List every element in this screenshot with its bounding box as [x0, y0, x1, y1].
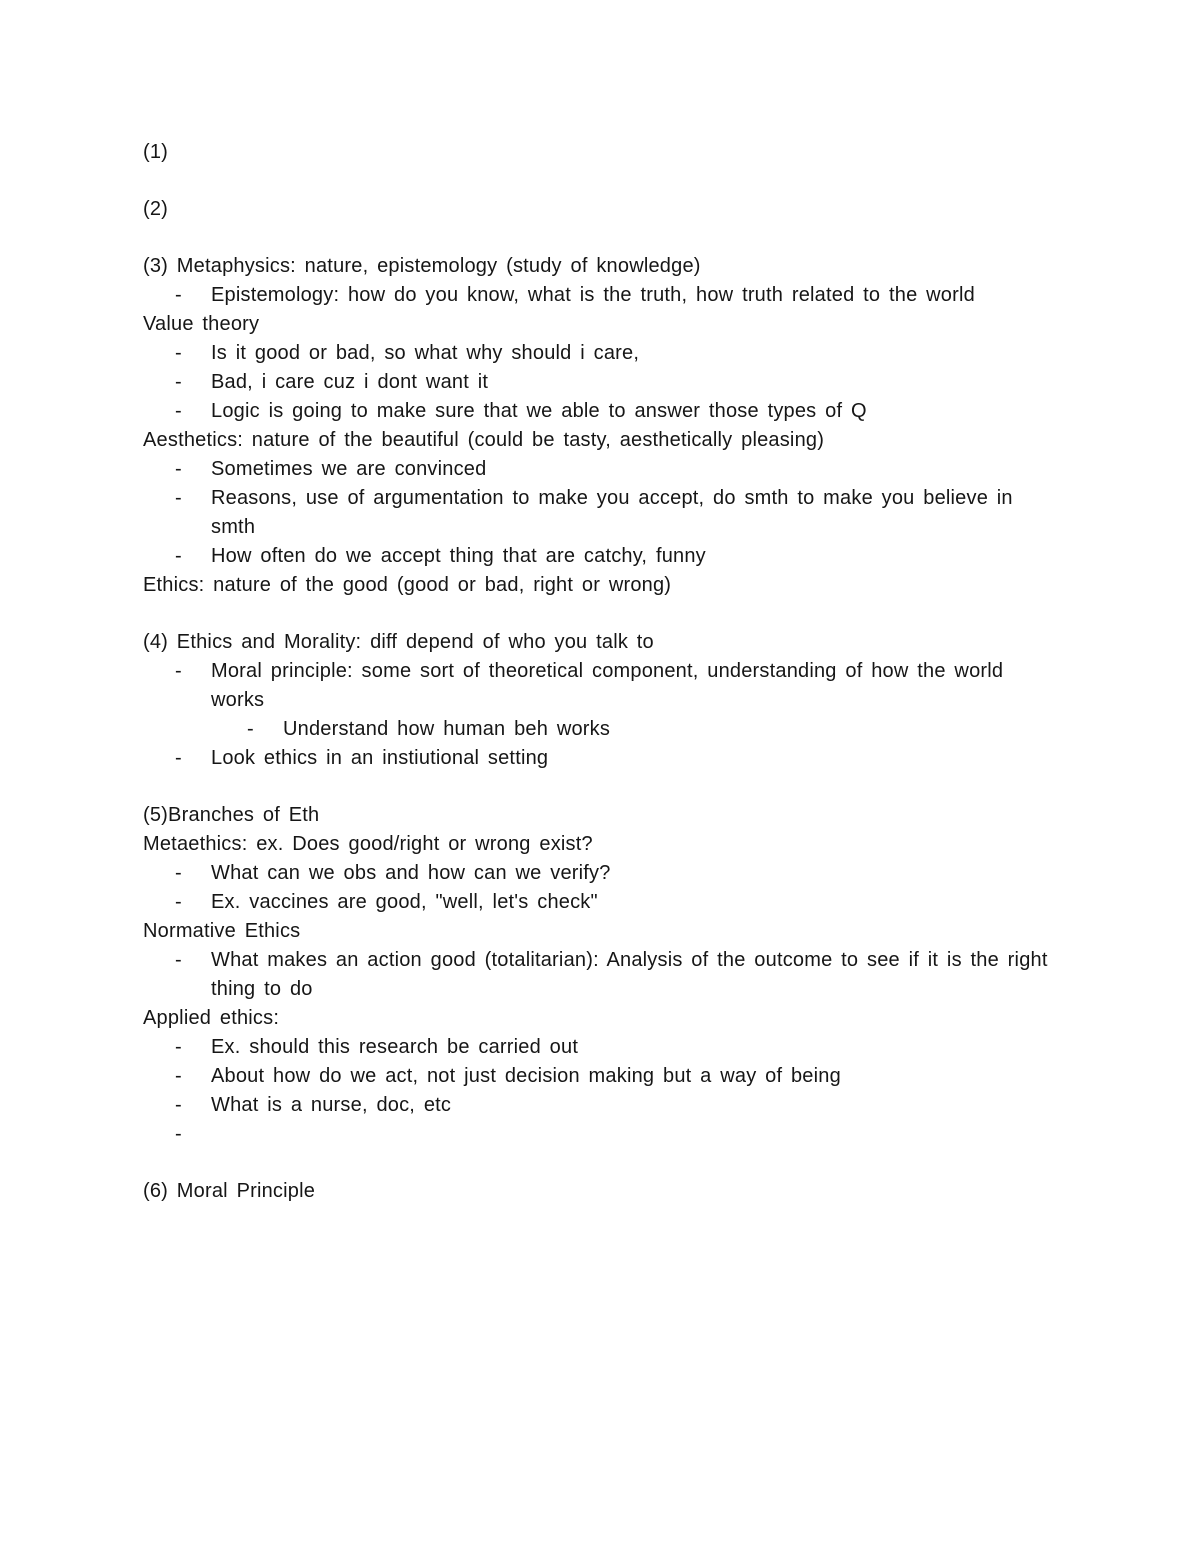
- bullet-dash: -: [247, 718, 254, 740]
- bullet-text: What is a nurse, doc, etc: [211, 1094, 452, 1116]
- bullet-dash: -: [175, 400, 182, 422]
- section-3-heading: (3) Metaphysics: nature, epistemology (study of knowledge): [143, 255, 701, 277]
- bullet-text: About how do we act, not just decision making but a way of being: [211, 1065, 841, 1087]
- bullet-dash: -: [175, 342, 182, 364]
- note-line: Normative Ethics: [143, 920, 301, 942]
- bullet-dash: -: [175, 487, 182, 509]
- bullet-item: [143, 1033, 1057, 1062]
- bullet-item: [143, 859, 1057, 888]
- bullet-text: How often do we accept thing that are catchy, funny: [211, 545, 706, 567]
- bullet-text: Logic is going to make sure that we able to answer those types of Q: [211, 400, 867, 422]
- bullet-dash: -: [175, 284, 182, 306]
- bullet-dash: -: [175, 1065, 182, 1087]
- sub-bullet-item: [143, 715, 1057, 744]
- bullet-item: [143, 368, 1057, 397]
- document-content: [143, 138, 1057, 1206]
- bullet-text: Reasons, use of argumentation to make you accept, do smth to make you believe in smth: [211, 487, 1013, 538]
- bullet-text: What can we obs and how can we verify?: [211, 862, 611, 884]
- bullet-dash: -: [175, 371, 182, 393]
- bullet-text: [211, 1120, 1057, 1149]
- bullet-text: What makes an action good (totalitarian): Analysis of the outcome to see if it is the right thing to do: [211, 949, 1048, 1000]
- section-6-heading: (6) Moral Principle: [143, 1180, 316, 1202]
- bullet-item: [143, 946, 1057, 1004]
- note-line: Metaethics: ex. Does good/right or wrong exist?: [143, 833, 593, 855]
- bullet-item: [143, 888, 1057, 917]
- bullet-text: Is it good or bad, so what why should i care,: [211, 342, 640, 364]
- note-line: Value theory: [143, 313, 260, 335]
- bullet-dash: -: [175, 458, 182, 480]
- bullet-dash: -: [175, 545, 182, 567]
- bullet-text: Ex. should this research be carried out: [211, 1036, 579, 1058]
- bullet-text: Look ethics in an instiutional setting: [211, 747, 549, 769]
- bullet-text: Understand how human beh works: [283, 718, 611, 740]
- bullet-text: Moral principle: some sort of theoretical component, understanding of how the world works: [211, 660, 1004, 711]
- bullet-dash: -: [175, 660, 182, 682]
- note-line: Aesthetics: nature of the beautiful (could be tasty, aesthetically pleasing): [143, 429, 825, 451]
- section-5-heading: (5)Branches of Eth: [143, 804, 320, 826]
- bullet-item: [143, 657, 1057, 715]
- bullet-item: [143, 542, 1057, 571]
- bullet-dash: -: [175, 891, 182, 913]
- bullet-text: Sometimes we are convinced: [211, 458, 487, 480]
- bullet-dash: -: [175, 949, 182, 971]
- section-1-heading: (1): [143, 141, 169, 163]
- section-2-heading: (2): [143, 198, 169, 220]
- bullet-item: [143, 397, 1057, 426]
- bullet-text: Ex. vaccines are good, "well, let's check": [211, 891, 598, 913]
- bullet-text: Epistemology: how do you know, what is the truth, how truth related to the world: [211, 284, 975, 306]
- bullet-item: [143, 1062, 1057, 1091]
- bullet-item: [143, 484, 1057, 542]
- bullet-dash: -: [175, 1036, 182, 1058]
- section-4-heading: (4) Ethics and Morality: diff depend of who you talk to: [143, 631, 654, 653]
- bullet-text: Bad, i care cuz i dont want it: [211, 371, 489, 393]
- bullet-item: [143, 744, 1057, 773]
- bullet-item: [143, 455, 1057, 484]
- note-line: Applied ethics:: [143, 1007, 280, 1029]
- bullet-item-empty: [143, 1120, 1057, 1149]
- bullet-dash: -: [175, 1123, 182, 1145]
- bullet-item: [143, 339, 1057, 368]
- bullet-dash: -: [175, 862, 182, 884]
- bullet-dash: -: [175, 1094, 182, 1116]
- note-line: Ethics: nature of the good (good or bad, right or wrong): [143, 574, 672, 596]
- bullet-item: [143, 281, 1057, 310]
- bullet-item: [143, 1091, 1057, 1120]
- bullet-dash: -: [175, 747, 182, 769]
